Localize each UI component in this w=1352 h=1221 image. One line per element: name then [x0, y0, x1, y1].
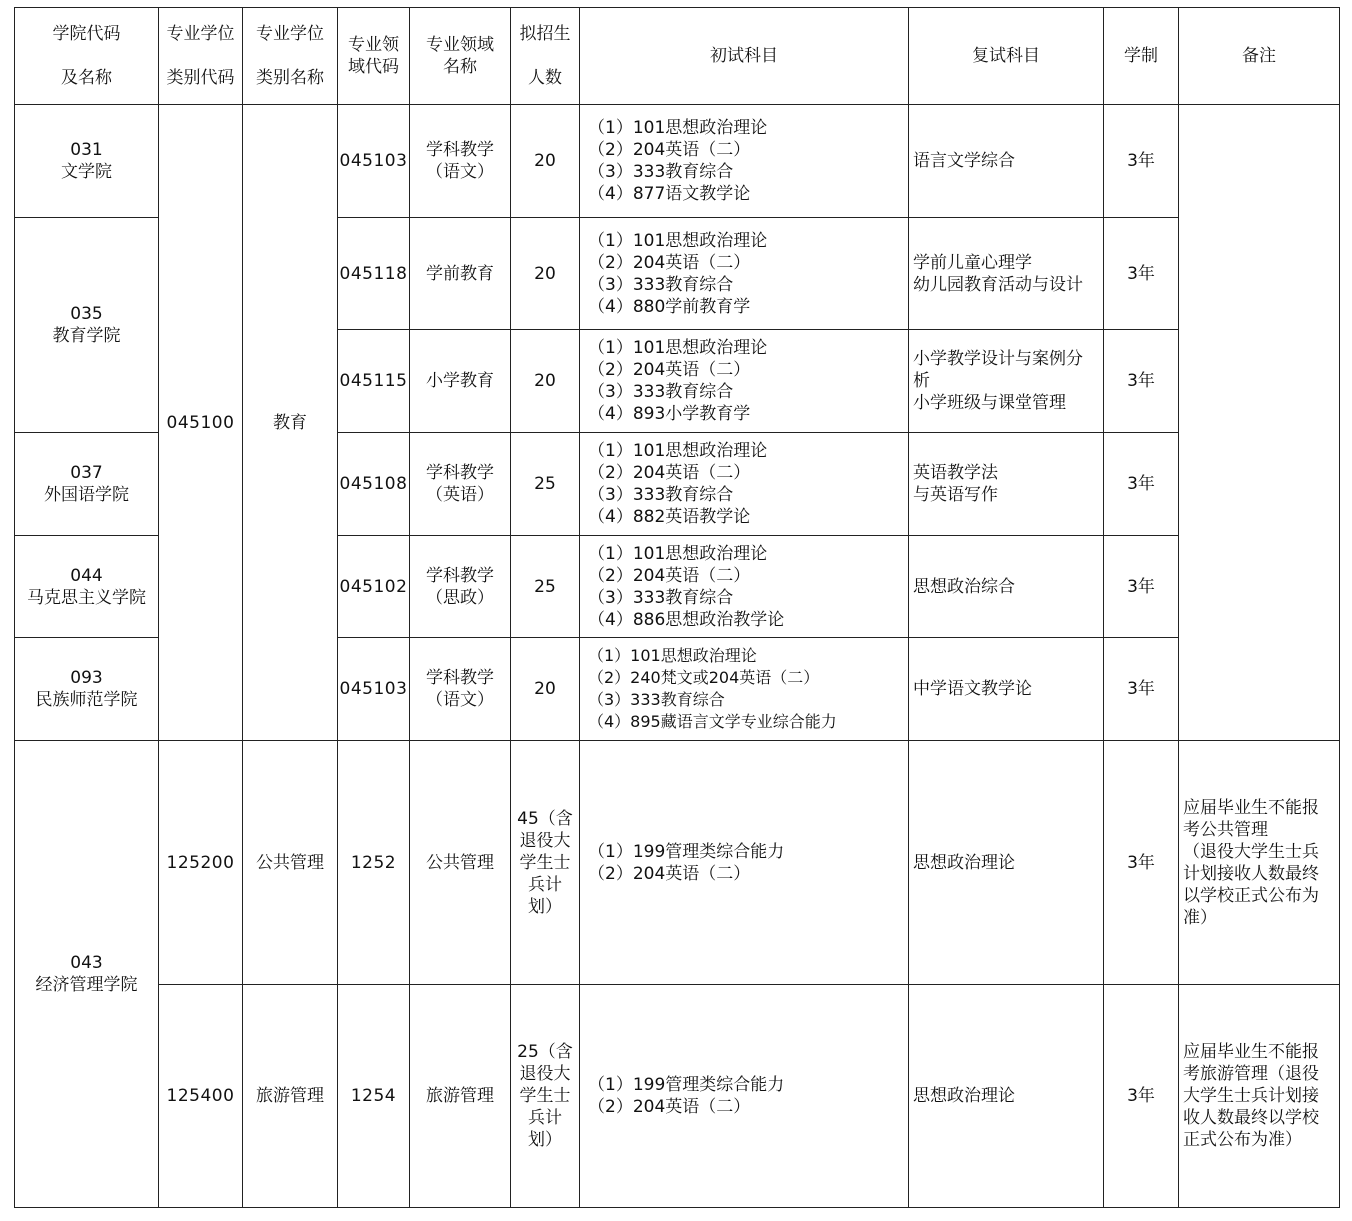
field-name-cell	[410, 536, 511, 638]
first-exam-item: （3）333教育综合	[588, 587, 734, 608]
college-code: 035	[70, 304, 103, 324]
field-code: 045108	[339, 474, 408, 494]
duration-cell	[1104, 330, 1179, 433]
notes-line: 应届毕业生不能报	[1183, 797, 1319, 818]
notes-line: 以学校正式公布为	[1183, 885, 1319, 906]
header-notes	[1179, 7, 1340, 105]
degree-code-cell	[159, 985, 243, 1208]
quota-line: 划）	[528, 896, 562, 917]
first-exam-item: （1）101思想政治理论	[588, 118, 768, 138]
second-exam-item: 与英语写作	[913, 485, 998, 505]
college-code: 093	[70, 668, 103, 688]
first-exam-item: （4）880学前教育学	[588, 296, 751, 317]
quota-line: 45（含	[517, 808, 573, 829]
notes-line: 计划接收人数最终	[1183, 863, 1319, 884]
degree-name: 教育	[273, 412, 307, 433]
first-exam-item: （1）101思想政治理论	[588, 230, 768, 251]
duration-cell	[1104, 105, 1179, 218]
first-exam-item: （4）882英语教学论	[588, 507, 751, 527]
first-exam-item: （1）101思想政治理论	[588, 543, 768, 564]
header-duration	[1104, 7, 1179, 105]
notes-cell	[1179, 741, 1340, 985]
second-exam-item: 思想政治理论	[913, 1086, 1015, 1106]
field-name-cell	[410, 218, 511, 330]
first-exam-item: （2）204英语（二）	[588, 360, 751, 380]
second-exam-item: 析	[913, 371, 930, 391]
college-code: 037	[70, 463, 103, 483]
header-second-exam	[909, 7, 1104, 105]
notes-line: 考公共管理	[1183, 819, 1268, 840]
field-name-line: （语文）	[426, 162, 494, 182]
field-name-line: 小学教育	[426, 371, 494, 391]
quota-line: 划）	[528, 1130, 562, 1150]
degree-code: 125400	[166, 1086, 235, 1106]
notes-cell	[1179, 985, 1340, 1208]
first-exam-cell	[580, 985, 909, 1208]
field-code-cell	[338, 638, 410, 741]
duration-cell	[1104, 536, 1179, 638]
second-exam-cell	[909, 741, 1104, 985]
first-exam-item: （3）333教育综合	[588, 485, 734, 505]
header-field-code	[338, 7, 410, 105]
first-exam-item: （1）101思想政治理论	[588, 338, 768, 358]
duration-cell	[1104, 741, 1179, 985]
degree-code-cell	[159, 741, 243, 985]
quota-value: 25	[534, 474, 556, 494]
duration-value: 3年	[1127, 371, 1155, 391]
first-exam-item: （4）886思想政治教学论	[588, 609, 785, 630]
field-name-cell	[410, 105, 511, 218]
header-college-line1: 学院代码	[52, 24, 121, 44]
field-name-line: （语文）	[426, 690, 494, 710]
quota-line: 25（含	[517, 1042, 573, 1062]
quota-value: 20	[534, 679, 556, 699]
field-code: 045115	[339, 371, 408, 391]
notes-line: 准）	[1183, 907, 1217, 928]
notes-line: 应届毕业生不能报	[1183, 1042, 1319, 1062]
quota-line: 学生士	[519, 852, 571, 873]
first-exam-cell	[580, 218, 909, 330]
first-exam-cell	[580, 330, 909, 433]
college-cell	[14, 105, 159, 218]
second-exam-cell	[909, 985, 1104, 1208]
second-exam-item: 幼儿园教育活动与设计	[913, 274, 1083, 295]
college-code: 043	[70, 953, 103, 973]
second-exam-cell	[909, 638, 1104, 741]
header-field-code-line1: 专业领	[348, 35, 399, 55]
notes-line: 收人数最终以学校	[1183, 1108, 1319, 1128]
field-code: 1252	[350, 852, 397, 873]
second-exam-item: 学前儿童心理学	[913, 252, 1032, 273]
second-exam-item: 思想政治理论	[913, 852, 1015, 873]
field-name-line: 旅游管理	[426, 1086, 494, 1106]
duration-value: 3年	[1127, 1086, 1155, 1106]
second-exam-item: 英语教学法	[913, 463, 998, 483]
duration-value: 3年	[1127, 474, 1155, 494]
degree-name-cell	[243, 105, 338, 741]
second-exam-cell	[909, 536, 1104, 638]
field-name-cell	[410, 985, 511, 1208]
quota-cell	[511, 218, 580, 330]
field-name-line: （思政）	[426, 587, 494, 608]
first-exam-item: （3）333教育综合	[588, 690, 725, 709]
notes-line: 正式公布为准）	[1183, 1130, 1302, 1150]
duration-value: 3年	[1127, 263, 1155, 284]
field-code: 045102	[339, 576, 408, 597]
field-code-cell	[338, 330, 410, 433]
quota-line: 学生士	[519, 1086, 571, 1106]
field-code: 045103	[339, 151, 408, 171]
degree-name: 旅游管理	[256, 1086, 324, 1106]
degree-code: 045100	[166, 412, 235, 433]
first-exam-item: （4）893小学教育学	[588, 404, 751, 424]
second-exam-cell	[909, 330, 1104, 433]
first-exam-cell	[580, 638, 909, 741]
college-name: 外国语学院	[44, 485, 129, 505]
quota-line: 退役大	[519, 830, 571, 851]
field-name-line: （英语）	[426, 485, 494, 505]
duration-value: 3年	[1127, 679, 1155, 699]
field-name-line: 学科教学	[426, 140, 494, 160]
first-exam-item: （1）101思想政治理论	[588, 646, 757, 665]
field-name-line: 公共管理	[426, 852, 494, 873]
header-quota-line2: 人数	[528, 68, 562, 88]
field-code-cell	[338, 536, 410, 638]
quota-cell	[511, 985, 580, 1208]
field-code-cell	[338, 218, 410, 330]
first-exam-cell	[580, 105, 909, 218]
first-exam-cell	[580, 433, 909, 536]
header-degree-code	[159, 7, 243, 105]
field-code-cell	[338, 985, 410, 1208]
quota-value: 20	[534, 371, 556, 391]
degree-code: 125200	[166, 852, 235, 873]
college-cell	[14, 218, 159, 433]
first-exam-item: （2）204英语（二）	[588, 463, 751, 483]
quota-value: 25	[534, 576, 556, 597]
field-name-line: 学前教育	[426, 263, 494, 284]
field-code: 1254	[350, 1086, 397, 1106]
duration-cell	[1104, 218, 1179, 330]
second-exam-cell	[909, 433, 1104, 536]
header-college	[14, 7, 159, 105]
field-name-cell	[410, 741, 511, 985]
first-exam-item: （2）204英语（二）	[588, 140, 751, 160]
quota-line: 退役大	[519, 1064, 571, 1084]
header-degree-code-line1: 专业学位	[166, 24, 235, 44]
first-exam-item: （4）877语文教学论	[588, 184, 751, 204]
degree-code-cell	[159, 105, 243, 741]
first-exam-item: （3）333教育综合	[588, 274, 734, 295]
field-name-line: 学科教学	[426, 668, 494, 688]
notes-line: 考旅游管理（退役	[1183, 1064, 1319, 1084]
quota-cell	[511, 741, 580, 985]
college-name: 经济管理学院	[35, 975, 138, 995]
degree-name-cell	[243, 985, 338, 1208]
second-exam-item: 中学语文教学论	[913, 679, 1032, 699]
field-code-cell	[338, 105, 410, 218]
field-name-cell	[410, 433, 511, 536]
header-degree-name-line2: 类别名称	[256, 68, 324, 88]
college-name: 民族师范学院	[35, 690, 138, 710]
notes-line: （退役大学生士兵	[1183, 841, 1319, 862]
field-name-cell	[410, 330, 511, 433]
college-cell	[14, 536, 159, 638]
quota-line: 兵计	[528, 1108, 562, 1128]
field-code-cell	[338, 433, 410, 536]
quota-cell	[511, 536, 580, 638]
first-exam-item: （4）895藏语言文学专业综合能力	[588, 712, 837, 731]
duration-cell	[1104, 985, 1179, 1208]
field-code: 045118	[339, 263, 408, 284]
college-code: 031	[70, 140, 103, 160]
duration-value: 3年	[1127, 576, 1155, 597]
first-exam-item: （1）101思想政治理论	[588, 441, 768, 461]
header-first-exam	[580, 7, 909, 105]
duration-cell	[1104, 433, 1179, 536]
first-exam-item: （1）199管理类综合能力	[588, 841, 785, 862]
first-exam-item: （3）333教育综合	[588, 382, 734, 402]
first-exam-item: （3）333教育综合	[588, 162, 734, 182]
header-degree-name	[243, 7, 338, 105]
college-name: 文学院	[61, 162, 112, 182]
header-degree-name-line1: 专业学位	[256, 24, 324, 44]
college-cell	[14, 741, 159, 1208]
notes-line: 大学生士兵计划接	[1183, 1086, 1319, 1106]
header-second-exam-label: 复试科目	[972, 46, 1040, 66]
college-code: 044	[70, 565, 103, 586]
quota-cell	[511, 638, 580, 741]
duration-value: 3年	[1127, 151, 1155, 171]
college-cell	[14, 638, 159, 741]
first-exam-cell	[580, 741, 909, 985]
header-duration-label: 学制	[1124, 46, 1158, 66]
first-exam-item: （2）204英语（二）	[588, 1097, 751, 1117]
quota-cell	[511, 105, 580, 218]
second-exam-cell	[909, 218, 1104, 330]
field-code: 045103	[339, 679, 408, 699]
field-name-cell	[410, 638, 511, 741]
duration-cell	[1104, 638, 1179, 741]
quota-cell	[511, 433, 580, 536]
degree-name: 公共管理	[256, 852, 324, 873]
duration-value: 3年	[1127, 852, 1155, 873]
first-exam-item: （2）240梵文或204英语（二）	[588, 668, 820, 687]
first-exam-cell	[580, 536, 909, 638]
first-exam-item: （2）204英语（二）	[588, 565, 751, 586]
header-college-line2: 及名称	[61, 68, 112, 88]
header-degree-code-line2: 类别代码	[166, 68, 235, 88]
header-notes-label: 备注	[1242, 46, 1276, 66]
degree-name-cell	[243, 741, 338, 985]
college-cell	[14, 433, 159, 536]
second-exam-item: 小学班级与课堂管理	[913, 393, 1066, 413]
field-code-cell	[338, 741, 410, 985]
second-exam-item: 思想政治综合	[913, 576, 1015, 597]
notes-cell-empty	[1179, 105, 1340, 741]
second-exam-item: 语言文学综合	[913, 151, 1015, 171]
header-quota	[511, 7, 580, 105]
second-exam-cell	[909, 105, 1104, 218]
first-exam-item: （2）204英语（二）	[588, 252, 751, 273]
field-name-line: 学科教学	[426, 565, 494, 586]
first-exam-item: （1）199管理类综合能力	[588, 1075, 785, 1095]
college-name: 教育学院	[52, 326, 121, 346]
field-name-line: 学科教学	[426, 463, 494, 483]
header-field-name	[410, 7, 511, 105]
second-exam-item: 小学教学设计与案例分	[913, 349, 1083, 369]
quota-value: 20	[534, 263, 556, 284]
college-name: 马克思主义学院	[27, 587, 146, 608]
quota-line: 兵计	[528, 874, 562, 895]
header-first-exam-label: 初试科目	[710, 46, 778, 66]
header-field-name-line2: 名称	[443, 57, 477, 77]
header-field-code-line2: 域代码	[348, 57, 399, 77]
quota-value: 20	[534, 151, 556, 171]
first-exam-item: （2）204英语（二）	[588, 863, 751, 884]
header-quota-line1: 拟招生	[519, 24, 571, 44]
quota-cell	[511, 330, 580, 433]
header-field-name-line1: 专业领域	[426, 35, 494, 55]
